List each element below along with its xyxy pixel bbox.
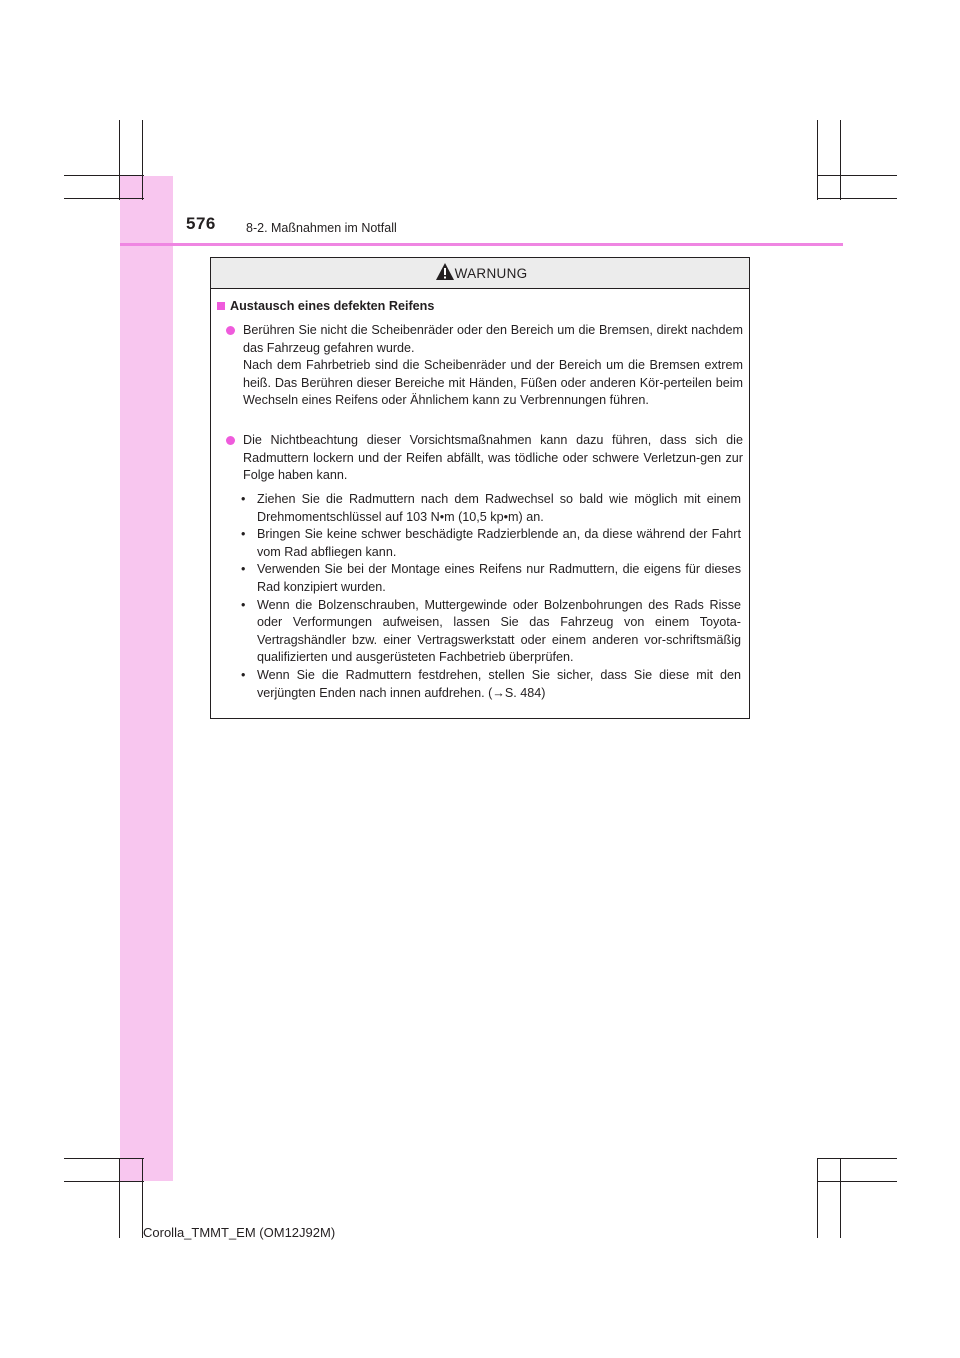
warning-item xyxy=(243,322,743,410)
crop-mark xyxy=(64,1158,144,1159)
bullet-marker: • xyxy=(241,562,246,577)
bullet-marker: • xyxy=(241,667,246,682)
footer-doc-code: Corolla_TMMT_EM (OM12J92M) xyxy=(143,1225,336,1240)
crop-mark xyxy=(817,198,897,199)
list-item-text: Bringen Sie keine schwer beschädigte Radzierblende an, da diese während der Fahrt vom Rad abfliegen kann. xyxy=(257,527,741,559)
side-color-strip xyxy=(120,176,173,1181)
section-title: 8-2. Maßnahmen im Notfall xyxy=(246,221,397,235)
circle-bullet-icon xyxy=(226,436,235,445)
circle-bullet-icon xyxy=(226,326,235,335)
warning-body xyxy=(211,298,749,718)
subheading-text: Austausch eines defekten Reifens xyxy=(230,299,435,313)
list-item xyxy=(241,667,741,702)
warning-triangle-icon xyxy=(435,262,455,282)
warning-item xyxy=(243,432,743,485)
warning-header xyxy=(211,258,749,289)
crop-mark xyxy=(840,120,841,200)
list-item xyxy=(241,491,741,526)
item-text: Berühren Sie nicht die Scheibenräder oder den Bereich um die Bremsen, direkt nachdem das Fahrzeug gefahren wurde. xyxy=(243,323,743,355)
crop-mark xyxy=(817,120,818,200)
crop-mark xyxy=(119,1158,120,1238)
list-item-text: Wenn die Bolzenschrauben, Muttergewinde oder Bolzenbohrungen des Rads Risse oder Verformungen aufweisen, lassen Sie das Fahrzeug von einem Toyota-Vertragshändler bzw. einer Vertragswerkstatt oder einem anderen vor-schriftsmäßig qualifizierten und ausgerüsteten Fachbetrieb überprüfen. xyxy=(257,597,741,665)
list-item xyxy=(241,526,741,561)
item-text: Die Nichtbeachtung dieser Vorsichtsmaßnahmen kann dazu führen, dass sich die Radmuttern lockern und der Reifen abfällt, was tödliche oder schwere Verletzun-gen zur Folge haben kann. xyxy=(243,433,743,483)
crop-mark xyxy=(142,120,143,200)
crop-mark xyxy=(817,175,897,176)
warning-title: WARNUNG xyxy=(454,265,528,281)
crop-mark xyxy=(64,1181,144,1182)
list-item-text: Ziehen Sie die Radmuttern nach dem Radwechsel so bald wie möglich mit einem Drehmomentschlüssel auf 103 N•m (10,5 kp•m) an. xyxy=(257,492,741,524)
crop-mark xyxy=(817,1181,897,1182)
crop-mark xyxy=(817,1158,897,1159)
list-item xyxy=(241,561,741,596)
warning-subheading xyxy=(217,298,434,316)
bullet-marker: • xyxy=(241,527,246,542)
header-rule xyxy=(120,243,843,246)
bullet-marker: • xyxy=(241,492,246,506)
item-text: Nach dem Fahrbetrieb sind die Scheibenräder und der Bereich um die Bremsen extrem heiß. Das Berühren dieser Bereiche mit Händen, Füßen oder anderen Kör-perteilen beim Wechseln eines Reifens oder Ähnlichem kann zu Verbrennungen führen. xyxy=(243,358,743,408)
crop-mark xyxy=(840,1158,841,1238)
crop-mark xyxy=(64,198,144,199)
bullet-list xyxy=(241,491,741,702)
bullet-marker: • xyxy=(241,597,246,612)
crop-mark xyxy=(119,120,120,200)
list-item-text: Verwenden Sie bei der Montage eines Reifens nur Radmuttern, die eigens für dieses Rad konzipiert wurden. xyxy=(257,562,741,594)
crop-mark xyxy=(817,1158,818,1238)
list-item xyxy=(241,597,741,667)
warning-box xyxy=(210,257,750,719)
crop-mark xyxy=(64,175,144,176)
page-number: 576 xyxy=(186,214,216,233)
list-item-text: Wenn Sie die Radmuttern festdrehen, stellen Sie sicher, dass Sie diese mit den verjüngten Enden nach innen aufdrehen. (→S. 484) xyxy=(257,667,741,700)
square-bullet-icon xyxy=(217,302,225,310)
